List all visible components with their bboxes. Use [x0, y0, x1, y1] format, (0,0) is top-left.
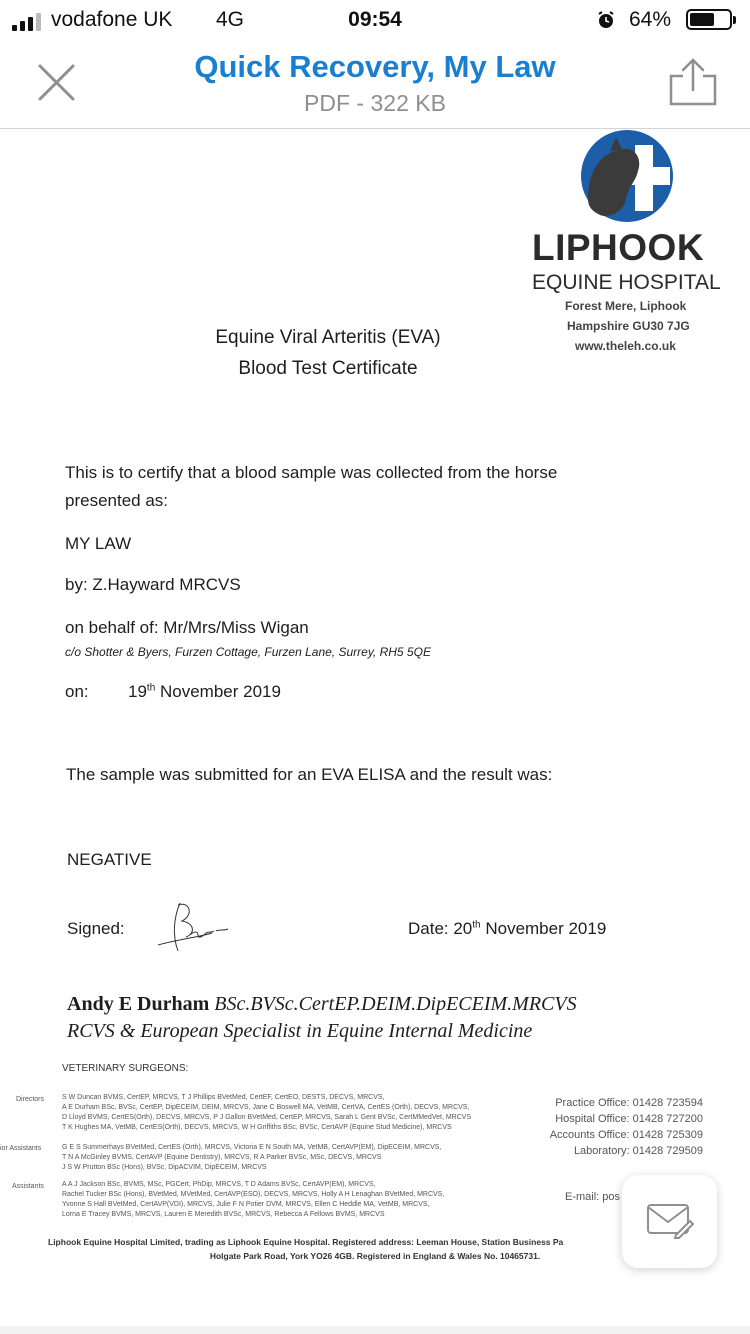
director-line: A E Durham BSc, BVSc, CertEP, DipECEIM, DEIM, MRCVS, Jane C Boswell MA, VetMB, CertVA, CertES (Orth), DECVS, MRCVS, — [62, 1104, 470, 1111]
office-numbers — [535, 1095, 703, 1159]
vets-heading: VETERINARY SURGEONS: — [62, 1063, 189, 1074]
senior-assistants-label: ior Assistants — [0, 1145, 42, 1152]
footer-line-1: Liphook Equine Hospital Limited, trading as Liphook Equine Hospital. Registered address: Leeman House, Station Business Pa — [48, 1237, 564, 1247]
markup-mail-button[interactable] — [622, 1175, 717, 1268]
assistant-line: Lorna E Tracey BVMS, MRCVS, Lauren E Meredith BVSc, MRCVS, Rebecca A Fellows BVMS, MRCVS — [62, 1211, 385, 1218]
assistant-line: Rachel Tucker BSc (Hons), BVetMed, MVetMed, CertAVP(ESO), DECVS, MRCVS, Holly A H Lenaghan BVetMed, MRCVS, — [62, 1191, 445, 1198]
laboratory-office: Laboratory: 01428 729509 — [573, 1145, 703, 1157]
certificate-title-1: Equine Viral Arteritis (EVA) — [215, 327, 441, 348]
hospital-office: Hospital Office: 01428 727200 — [555, 1113, 703, 1125]
owner-address: c/o Shotter & Byers, Furzen Cottage, Furzen Lane, Surrey, RH5 5QE — [65, 645, 431, 659]
intro-line-2: presented as: — [65, 491, 169, 510]
collection-date — [128, 682, 281, 702]
on-behalf-of: on behalf of: Mr/Mrs/Miss Wigan — [65, 618, 309, 637]
signer-title: RCVS & European Specialist in Equine Internal Medicine — [67, 1020, 533, 1042]
submitted-statement: The sample was submitted for an EVA ELISA and the result was: — [66, 765, 553, 784]
letterhead-address-2: Hampshire GU30 7JG — [567, 319, 690, 333]
collected-by: by: Z.Hayward MRCVS — [65, 575, 241, 594]
alarm-icon — [596, 10, 616, 30]
clock: 09:54 — [348, 8, 402, 31]
on-label: on: — [65, 682, 89, 701]
director-line: S W Duncan BVMS, CertEP, MRCVS, T J Phillips BVetMed, CertEF, CertEO, DESTS, DECVS, MRCVS, — [62, 1094, 385, 1101]
director-line: D Lloyd BVMS, CertES(Orth), DECVS, MRCVS, P J Gallon BVetMed, CertEP, MRCVS, Sarah L Gent BVSc, CertMMedVet, MRCVS — [62, 1114, 472, 1121]
director-line: T K Hughes MA, VetMB, CertES(Orth), DECVS, MRCVS, W H Griffiths BSc, BVSc, CertAVP (Equine Stud Medicine), MRCVS — [62, 1124, 452, 1131]
senior-assistant-line: J S W Prutton BSc (Hons), BVSc, DipACVIM, DipECEIM, MRCVS — [62, 1164, 267, 1171]
signed-label: Signed: — [67, 919, 125, 938]
carrier-name: vodafone UK — [51, 8, 173, 31]
signer-name: Andy E Durham — [67, 993, 210, 1015]
signer-qualifications: BSc.BVSc.CertEP.DEIM.DipECEIM.MRCVS — [209, 993, 577, 1015]
senior-assistants-list — [62, 1143, 532, 1173]
directors-label: Directors — [16, 1096, 45, 1103]
battery-icon — [686, 9, 732, 30]
collection-day: 19 — [128, 682, 147, 701]
assistant-line: A A J Jackson BSc, BVMS, MSc, PGCert, PhDip, MRCVS, T D Adams BVSc, CertAVP(EM), MRCVS, — [62, 1181, 376, 1188]
signer — [67, 993, 577, 1016]
test-result: NEGATIVE — [67, 850, 152, 869]
document-size: PDF - 322 KB — [304, 90, 446, 116]
directors-list — [62, 1093, 532, 1133]
mail-edit-icon — [646, 1203, 694, 1239]
logo-subname: EQUINE HOSPITAL — [532, 271, 721, 294]
assistant-line: Yvonne S Hall BVetMed, CertAVP(VDI), MRCVS, Julie F N Potier DVM, MRCVS, Ellen C Heddle MA, VetMB, MRCVS, — [62, 1201, 430, 1208]
letterhead-website: www.theleh.co.uk — [575, 339, 676, 353]
collection-day-suffix: th — [146, 682, 156, 694]
home-indicator-area — [0, 1326, 750, 1334]
share-icon[interactable] — [668, 58, 718, 106]
footer-line-2: Holgate Park Road, York YO26 4GB. Registered in England & Wales No. 10465731. — [209, 1251, 541, 1261]
battery-percent: 64% — [629, 8, 672, 31]
certificate-title-2: Blood Test Certificate — [238, 358, 418, 379]
signed-date — [408, 919, 606, 939]
pdf-page[interactable] — [0, 129, 750, 1326]
accounts-office: Accounts Office: 01428 725309 — [549, 1129, 703, 1141]
status-bar — [0, 0, 750, 40]
logo-name: LIPHOOK — [532, 227, 705, 268]
senior-assistant-line: T N A McGinley BVMS, CertAVP (Equine Dentistry), MRCVS, R A Parker BVSc, MSc, DECVS, MRCVS — [62, 1154, 382, 1161]
intro-line-1: This is to certify that a blood sample was collected from the horse — [65, 463, 558, 482]
horse-name: MY LAW — [65, 534, 132, 553]
signed-date-suffix: th — [472, 919, 481, 931]
signed-date-prefix: Date: 20 — [408, 919, 473, 938]
letterhead-address-1: Forest Mere, Liphook — [565, 299, 687, 313]
signed-date-rest: November 2019 — [480, 919, 607, 938]
assistants-list — [62, 1180, 532, 1220]
battery-tip — [733, 16, 736, 24]
assistants-label: Assistants — [12, 1183, 44, 1190]
network-type: 4G — [216, 8, 245, 31]
liphook-logo-icon — [580, 129, 675, 224]
practice-office: Practice Office: 01428 723594 — [555, 1097, 703, 1109]
signature-icon — [150, 897, 235, 955]
document-title: Quick Recovery, My Law — [194, 49, 556, 84]
email-text: E-mail: pos — [565, 1191, 621, 1203]
senior-assistant-line: G E S Summerhays BVetMed, CertES (Orth), MRCVS, Victoria E N South MA, VetMB, CertAVP(EM), DipECEIM, MRCVS, — [62, 1144, 442, 1151]
collection-month-year: November 2019 — [155, 682, 281, 701]
